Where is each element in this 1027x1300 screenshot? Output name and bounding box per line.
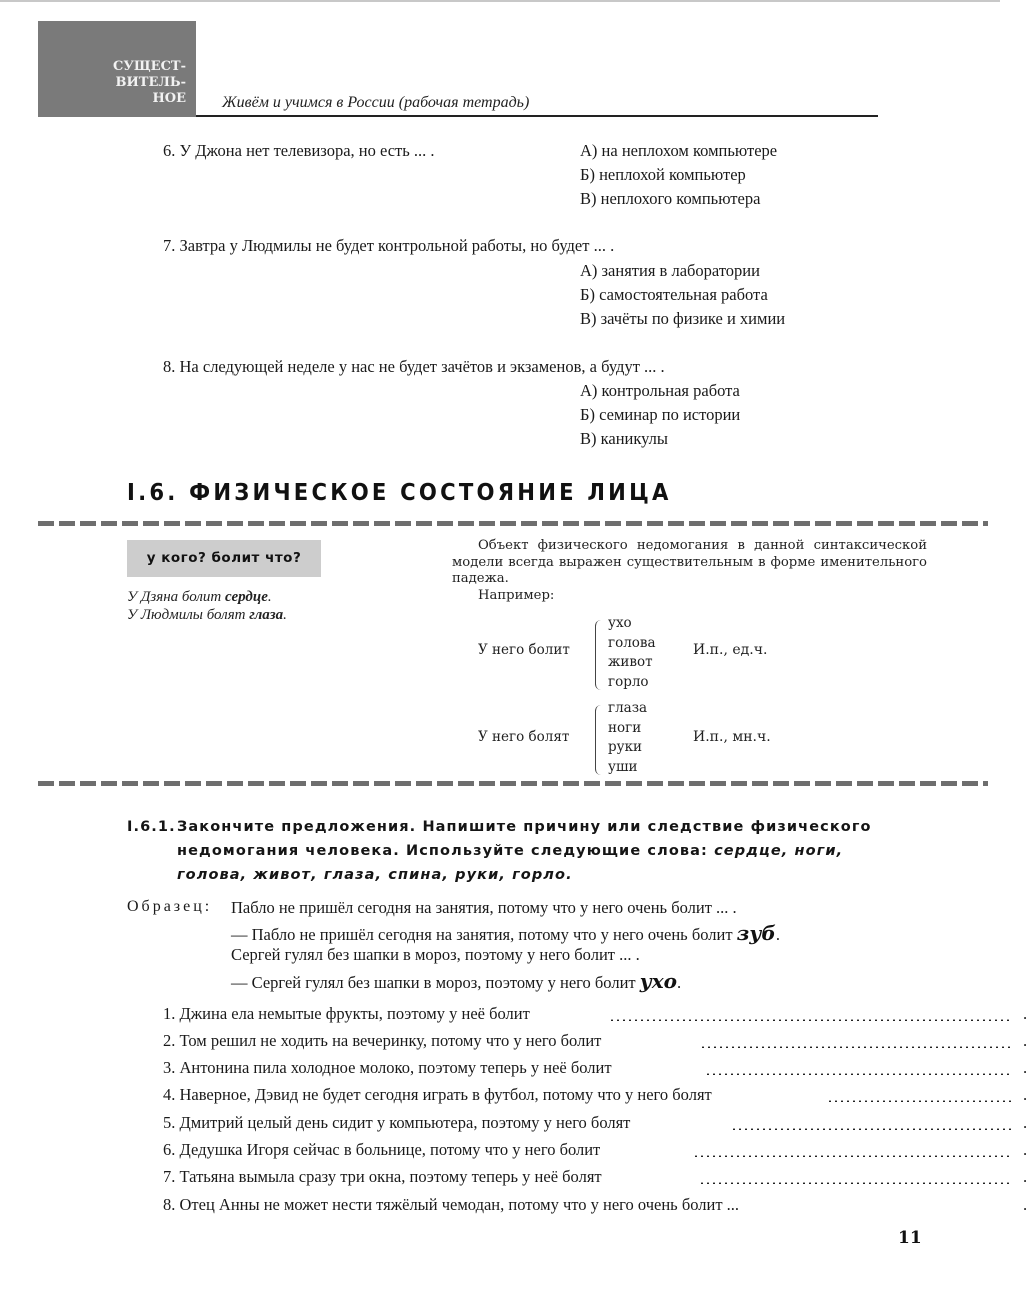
brace-icon [595, 620, 603, 690]
end-punct: . [676, 973, 682, 992]
syntax-pattern: у кого? болит что? [127, 540, 321, 577]
example-object: глаза [249, 607, 284, 623]
task-row [163, 1140, 1027, 1162]
task-row [163, 1004, 1027, 1026]
end-punct: . [1023, 1113, 1027, 1132]
chapter-tab-line: СУЩЕСТ- [112, 59, 186, 74]
example-object: сердце [225, 589, 268, 605]
task-row [163, 1113, 1027, 1135]
word-list [608, 614, 656, 692]
row-label: У него болит [478, 642, 570, 658]
example-suffix: . [267, 589, 272, 605]
word: глаза [608, 700, 648, 716]
end-punct: . [1023, 1004, 1027, 1023]
option-b[interactable]: Б) самостоятельная работа [580, 285, 768, 304]
exercise-instruction: недомогания человека. Используйте следующие слова: [177, 843, 715, 859]
task-text: 8. Отец Анны не может нести тяжёлый чемодан, потому что у него очень болит ... [163, 1195, 740, 1214]
end-punct: . [1023, 1195, 1027, 1214]
example-sentence [127, 589, 272, 606]
book-title: Живём и учимся в России (рабочая тетрадь) [222, 94, 530, 111]
dashed-divider [38, 521, 988, 526]
sample-text: — Пабло не пришёл сегодня на занятия, потому что у него очень болит [231, 925, 737, 944]
task-text: 4. Наверное, Дэвид не будет сегодня играть в футбол, потому что у него болят [163, 1085, 712, 1104]
option-c[interactable]: В) неплохого компьютера [580, 189, 761, 208]
option-a[interactable]: А) контрольная работа [580, 381, 740, 400]
option-c[interactable]: В) каникулы [580, 429, 669, 448]
end-punct: . [1023, 1058, 1027, 1077]
chapter-tab [38, 21, 196, 117]
end-punct: . [775, 925, 780, 944]
sample-line: Пабло не пришёл сегодня на занятия, потому что у него очень болит ... . [231, 898, 737, 917]
end-punct: . [1023, 1167, 1027, 1186]
chapter-tab-line: НОЕ [152, 91, 186, 106]
end-punct: . [1023, 1085, 1027, 1104]
answer-blank[interactable] [700, 1046, 1011, 1048]
answer-blank[interactable] [699, 1182, 1011, 1184]
task-text: 1. Джина ела немытые фрукты, поэтому у неё болит [163, 1004, 530, 1023]
option-c[interactable]: В) зачёты по физике и химии [580, 309, 786, 328]
top-border [0, 0, 1000, 2]
word: уши [608, 758, 638, 775]
task-text: 2. Том решил не ходить на вечеринку, потому что у него болит [163, 1031, 602, 1050]
word: живот [608, 654, 653, 670]
handwritten-answer: ухо [639, 969, 677, 993]
option-a[interactable]: А) на неплохом компьютере [580, 141, 778, 160]
task-row [163, 1085, 1027, 1107]
task-row [163, 1195, 1027, 1217]
task-row [163, 1058, 1027, 1080]
example-prefix: У Людмилы болят [127, 607, 250, 623]
option-b[interactable]: Б) семинар по истории [580, 405, 741, 424]
example-prefix: У Дзяна болит [127, 589, 225, 605]
example-sentence [127, 607, 287, 624]
brace-icon [595, 705, 603, 775]
task-text: 5. Дмитрий целый день сидит у компьютера, поэтому у него болят [163, 1113, 631, 1132]
sample-label: Образец: [127, 898, 213, 915]
task-text: 6. Дедушка Игоря сейчас в больнице, потому что у него болит [163, 1140, 601, 1159]
for-example-label: Например: [478, 587, 555, 603]
word-bank: сердце, ноги, [714, 843, 844, 859]
exercise-number: I.6.1. [127, 819, 176, 835]
task-text: 7. Татьяна вымыла сразу три окна, поэтому теперь у неё болят [163, 1167, 602, 1186]
explanation [452, 538, 927, 604]
word: горло [608, 673, 649, 690]
case-label: И.п., ед.ч. [693, 642, 768, 658]
answer-blank[interactable] [609, 1019, 1011, 1021]
example-suffix: . [283, 607, 287, 623]
answer-blank[interactable] [705, 1073, 1011, 1075]
dashed-divider [38, 781, 988, 786]
word: голова [608, 634, 656, 651]
word-list [608, 699, 647, 777]
row-label: У него болят [478, 729, 570, 745]
sample-line [231, 969, 681, 993]
task-row [163, 1031, 1027, 1053]
sample-line: Сергей гулял без шапки в мороз, поэтому у него болит ... . [231, 945, 640, 964]
option-b[interactable]: Б) неплохой компьютер [580, 165, 746, 184]
handwritten-answer: зуб [736, 921, 776, 945]
exercise-instruction: Закончите предложения. Напишите причину или следствие физического [177, 819, 872, 835]
word-bank: голова, живот, глаза, спина, руки, горло. [177, 867, 573, 883]
question-7: 7. Завтра у Людмилы не будет контрольной работы, но будет ... . [163, 236, 615, 255]
option-a[interactable]: А) занятия в лаборатории [580, 261, 760, 280]
case-label: И.п., мн.ч. [693, 729, 771, 745]
explanation-text: Объект физического недомогания в данной синтаксической модели всегда выражен существительным в форме именительного падежа. [452, 538, 927, 586]
answer-blank[interactable] [731, 1128, 1011, 1130]
answer-blank[interactable] [827, 1100, 1011, 1102]
end-punct: . [1023, 1031, 1027, 1050]
page-number: 11 [898, 1228, 922, 1248]
section-title: I.6. ФИЗИЧЕСКОЕ СОСТОЯНИЕ ЛИЦА [127, 480, 672, 506]
task-text: 3. Антонина пила холодное молоко, поэтому теперь у неё болит [163, 1058, 612, 1077]
word: руки [608, 739, 643, 755]
question-8: 8. На следующей неделе у нас не будет зачётов и экзаменов, а будут ... . [163, 357, 665, 376]
exercise-heading [127, 815, 887, 887]
end-punct: . [1023, 1140, 1027, 1159]
chapter-tab-line: ВИТЕЛЬ- [115, 75, 186, 90]
task-row [163, 1167, 1027, 1189]
answer-blank[interactable] [693, 1155, 1011, 1157]
question-6: 6. У Джона нет телевизора, но есть ... . [163, 141, 435, 160]
sample-line [231, 921, 780, 945]
word: ухо [608, 615, 632, 631]
word: ноги [608, 719, 642, 736]
sample-text: — Сергей гулял без шапки в мороз, поэтому у него болит [231, 973, 640, 992]
header-rule [196, 115, 878, 117]
